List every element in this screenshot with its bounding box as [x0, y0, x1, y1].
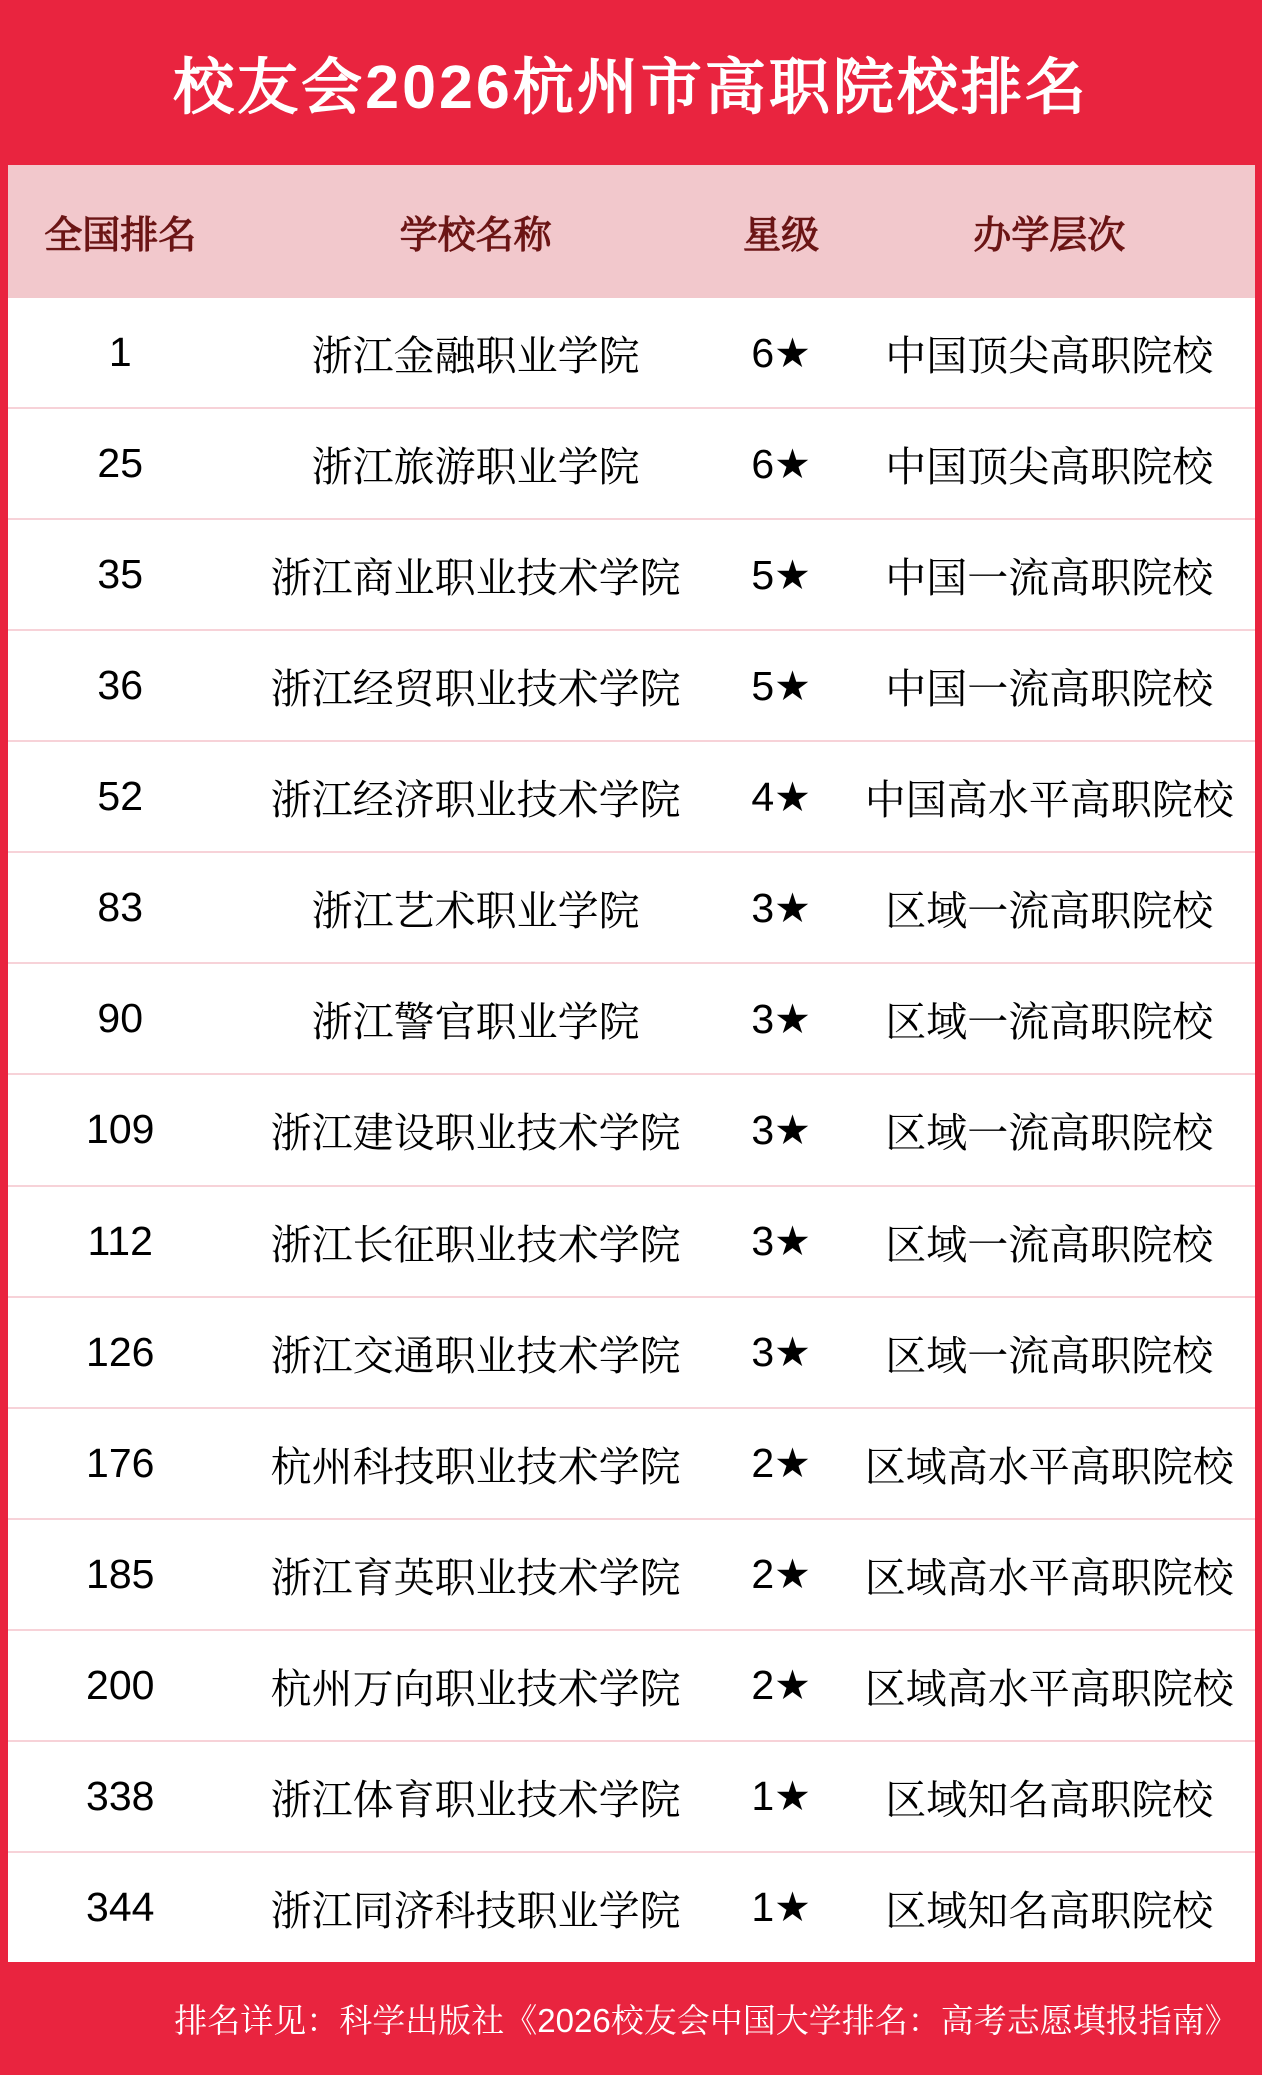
rank-cell: 126: [86, 1328, 155, 1375]
footer-banner: [0, 1962, 1262, 2075]
rank-cell: 25: [97, 440, 144, 487]
table-row: [8, 1518, 1255, 1629]
rank-cell: 109: [86, 1106, 155, 1153]
rank-cell: 112: [87, 1217, 153, 1264]
school-name-cell: 浙江交通职业技术学院: [270, 1332, 681, 1379]
rank-cell: 200: [86, 1661, 155, 1708]
rank-cell: 35: [97, 551, 144, 598]
school-level-cell: 中国一流高职院校: [885, 666, 1214, 713]
table-row: [8, 629, 1255, 740]
school-level-cell: 区域一流高职院校: [885, 888, 1214, 935]
school-name-cell: 浙江建设职业技术学院: [270, 1110, 681, 1157]
table-row: [8, 1073, 1255, 1184]
school-level-cell: 中国高水平高职院校: [864, 777, 1234, 824]
table-row: [8, 1740, 1255, 1851]
star-rating-cell: 1★: [751, 1773, 811, 1820]
star-rating-cell: 6★: [751, 329, 811, 376]
star-rating-cell: 6★: [751, 440, 811, 487]
table-row: [8, 298, 1255, 407]
star-rating-cell: 3★: [751, 995, 811, 1042]
star-rating-cell: 2★: [751, 1551, 811, 1598]
school-level-cell: 中国顶尖高职院校: [885, 333, 1214, 380]
table-header-row: [8, 165, 1255, 298]
rank-cell: 176: [86, 1439, 155, 1486]
rank-cell: 185: [86, 1550, 155, 1597]
table-row: [8, 962, 1255, 1073]
school-name-cell: 浙江经济职业技术学院: [270, 777, 681, 824]
rank-cell: 36: [97, 662, 144, 709]
title-banner: [0, 0, 1262, 165]
school-name-cell: 浙江商业职业技术学院: [270, 555, 681, 602]
star-rating-cell: 3★: [751, 1218, 811, 1265]
table-row: [8, 740, 1255, 851]
school-name-cell: 浙江警官职业学院: [311, 999, 640, 1046]
school-level-cell: 区域知名高职院校: [885, 1887, 1214, 1934]
table-row: [8, 1851, 1255, 1962]
school-name-cell: 杭州科技职业技术学院: [270, 1443, 681, 1490]
rank-cell: 338: [86, 1772, 155, 1819]
table-row: [8, 1185, 1255, 1296]
ranking-table: [8, 165, 1255, 1962]
school-name-cell: 浙江长征职业技术学院: [270, 1221, 681, 1268]
star-rating-cell: 5★: [751, 662, 811, 709]
star-rating-cell: 2★: [751, 1440, 811, 1487]
school-level-cell: 区域一流高职院校: [885, 999, 1214, 1046]
school-name-cell: 浙江育英职业技术学院: [270, 1554, 681, 1601]
table-row: [8, 1296, 1255, 1407]
school-name-cell: 浙江旅游职业学院: [311, 444, 640, 491]
rank-cell: 1: [108, 329, 132, 376]
school-name-cell: 浙江艺术职业学院: [311, 888, 640, 935]
school-level-cell: 区域知名高职院校: [885, 1776, 1214, 1823]
star-rating-cell: 3★: [751, 1106, 811, 1153]
rank-cell: 90: [97, 995, 144, 1042]
column-header-school-level: 办学层次: [973, 215, 1126, 257]
star-rating-cell: 5★: [751, 551, 811, 598]
star-rating-cell: 2★: [751, 1662, 811, 1709]
column-header-school-name: 学校名称: [399, 215, 552, 257]
school-level-cell: 区域高水平高职院校: [864, 1443, 1234, 1490]
star-rating-cell: 3★: [751, 1329, 811, 1376]
star-rating-cell: 1★: [751, 1884, 811, 1931]
table-row: [8, 1629, 1255, 1740]
school-level-cell: 区域一流高职院校: [885, 1110, 1214, 1157]
table-row: [8, 1407, 1255, 1518]
school-name-cell: 杭州万向职业技术学院: [270, 1665, 681, 1712]
school-level-cell: 区域高水平高职院校: [864, 1665, 1234, 1712]
school-name-cell: 浙江经贸职业技术学院: [270, 666, 681, 713]
page-title: 校友会2026杭州市高职院校排名: [173, 53, 1089, 121]
table-body: [8, 298, 1255, 1962]
column-header-national-rank: 全国排名: [44, 215, 197, 257]
table-row: [8, 518, 1255, 629]
column-header-star-rating: 星级: [743, 215, 820, 257]
table-row: [8, 407, 1255, 518]
table-row: [8, 851, 1255, 962]
school-name-cell: 浙江体育职业技术学院: [270, 1776, 681, 1823]
school-level-cell: 中国顶尖高职院校: [885, 444, 1214, 491]
rank-cell: 344: [86, 1883, 155, 1930]
school-level-cell: 区域一流高职院校: [885, 1332, 1214, 1379]
rank-cell: 52: [97, 773, 144, 820]
footer-note: 排名详见：科学出版社《2026校友会中国大学排名：高考志愿填报指南》: [174, 2002, 1238, 2039]
star-rating-cell: 4★: [751, 773, 811, 820]
rank-cell: 83: [97, 884, 144, 931]
school-name-cell: 浙江金融职业学院: [311, 333, 640, 380]
school-name-cell: 浙江同济科技职业学院: [270, 1887, 681, 1934]
school-level-cell: 区域一流高职院校: [885, 1221, 1214, 1268]
school-level-cell: 区域高水平高职院校: [864, 1554, 1234, 1601]
star-rating-cell: 3★: [751, 884, 811, 931]
school-level-cell: 中国一流高职院校: [885, 555, 1214, 602]
